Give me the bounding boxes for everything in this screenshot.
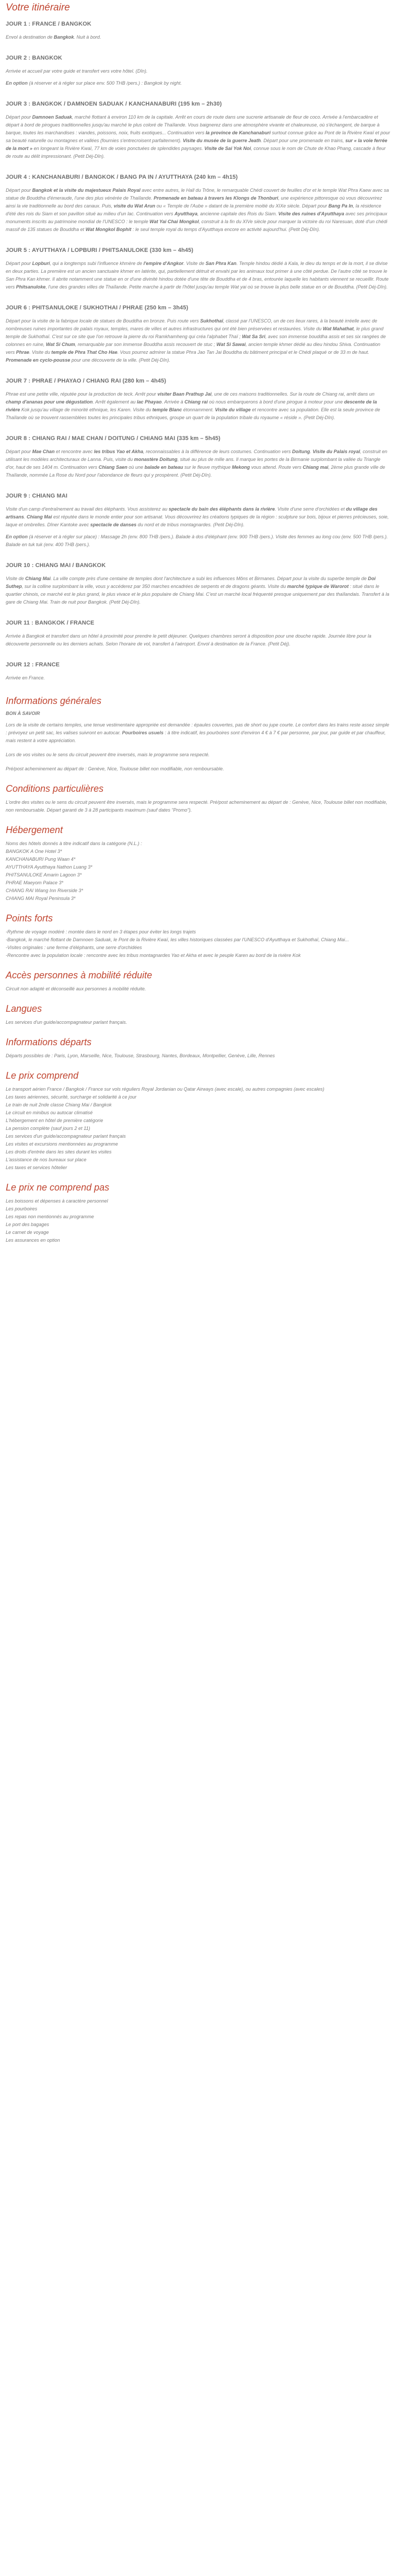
paragraph: Lors de la visite de certains temples, une tenue vestimentaire appropriée est demandée : épaules couvertes, pas de short ou jupe courte. Le confort dans les trains reste assez simple : prévoyez un petit sac, les valises suivront en autocar. Pourboires usuels : à titre indicatif, les pourboires sont d'environ 4 € à 7 € par personne, par jour, par guide et par chauffeur, mais restent à votre appréciation. xyxy=(6,722,389,743)
day-block xyxy=(6,101,390,160)
list-item: AYUTTHAYA Ayutthaya Nathon Luang 3* xyxy=(6,864,92,870)
day-block xyxy=(6,305,390,364)
day-title: JOUR 5 : AYUTTHAYA / LOPBURI / PHITSANULOKE (330 km – 4h45) xyxy=(6,247,194,253)
list-item: -Visites originales : une ferme d'éléphants, une serre d'orchidées xyxy=(6,945,142,950)
price-includes-title: Le prix comprend xyxy=(6,1070,79,1081)
day-title: JOUR 12 : FRANCE xyxy=(6,662,60,668)
list-item: -Rythme de voyage modéré : montée dans le nord en 3 étapes pour éviter les longs trajets xyxy=(6,929,196,934)
day-title: JOUR 3 : BANGKOK / DAMNOEN SADUAK / KANCHANABURI (195 km – 2h30) xyxy=(6,101,222,107)
list-item: L'assistance de nos bureaux sur place xyxy=(6,1157,87,1162)
list-item: KANCHANABURI Pung Waan 4* xyxy=(6,857,76,862)
mobility-text: Circuit non adapté et déconseillé aux personnes à mobilité réduite. xyxy=(6,986,146,991)
hotels-title: Hébergement xyxy=(6,825,63,835)
day-title: JOUR 11 : BANGKOK / FRANCE xyxy=(6,620,95,626)
day-block xyxy=(6,378,390,422)
day-title: JOUR 8 : CHIANG RAI / MAE CHAN / DOITUNG / CHIANG MAI (335 km – 5h45) xyxy=(6,435,220,442)
day-block xyxy=(6,21,390,41)
list-item: L'hébergement en hôtel de première catégorie xyxy=(6,1118,103,1123)
departures-text: Départs possibles de : Paris, Lyon, Marseille, Nice, Toulouse, Strasbourg, Nantes, Bordeaux, Montpellier, Genève, Lille, Rennes xyxy=(6,1053,275,1058)
day-option: En option (à réserver et à régler sur place) : Massage 2h (env. 800 THB /pers.). Balade à dos d'éléphant (env. 900 THB /pers.). Visite des femmes au long cou (env. 500 THB /pers.). Balade en tuk tuk (env. 400 THB /pers.). xyxy=(6,534,388,547)
info-subtitle: BON À SAVOIR xyxy=(6,711,40,716)
paragraph: L'ordre des visites ou le sens du circuit peuvent être inversés, mais le programme sera respecté. Pré/post acheminement au départ de : Genève, Nice, Toulouse billet non modifiable, non remboursable. Départ garanti de 3 à 28 participants maximum (sauf dates "Promo"). xyxy=(6,800,388,813)
list-item: Les repas non mentionnés au programme xyxy=(6,1214,94,1219)
day-block xyxy=(6,493,390,549)
itinerary-days xyxy=(6,21,390,682)
list-item: Les droits d'entrée dans les sites durant les visites xyxy=(6,1149,112,1154)
conditions-paragraphs xyxy=(6,799,390,814)
list-item: Les taxes et services hôtelier xyxy=(6,1165,67,1170)
day-block xyxy=(6,562,390,606)
day-description: Arrivée et accueil par votre guide et transfert vers votre hôtel. (Dîn). xyxy=(6,68,148,74)
day-block xyxy=(6,620,390,648)
list-item: Le train de nuit 2nde classe Chiang Mai / Bangkok xyxy=(6,1102,112,1107)
departures-title: Informations départs xyxy=(6,1037,92,1047)
day-title: JOUR 10 : CHIANG MAI / BANGKOK xyxy=(6,562,106,569)
page-title: Votre itinéraire xyxy=(6,2,70,13)
day-description: Départ pour Lopburi, qui a longtemps subi l'influence khmère de l'empire d'Angkor. Visite de San Phra Kan. Temple hindou dédié à Kala, le dieu du temps et de la mort, il se divise en deux parties. La première est un ancien sanctuaire khmer en latérite, qui, partiellement détruit et envahi par les animaux tout primer à une côté perdue. De l'autre côté se trouve le San Phra Kan khmer. Il abrite notamment une statue en or d'une divinité hindou dotée d'une tête de Bouddha et de 4 bras, entourée laquelle les habitants viennent se recueillir. Route vers Phitsanuloke, l'une des grandes villes de Thaïlande. Petite marche à partir de l'hôtel jusqu'au temple Wat yai où se trouve la plus belle statue en or de Bouddha. (Petit Déj-Dîn). xyxy=(6,261,389,290)
day-description: Arrivée en France. xyxy=(6,675,45,680)
paragraph: Lors de vos visites ou le sens du circuit peuvent être inversés, mais le programme sera respecté. xyxy=(6,752,210,757)
day-description: Départ pour Damnoen Saduak, marché flottant à environ 110 km de la capitale. Arrêt en cours de route dans une sucrerie artisanale de fleur de coco. Arrivée à l'embarcadère et départ à bord de pirogues traditionnelles jusqu'au marché le plus coloré de Thaïlande. Vous baignerez dans une atmosphère vivante et chaleureuse, où s'échangent, de barque à barque, toutes les marchandises : viandes, poissons, noix, fruits exotiques... Continuation vers la province de Kanchanaburi surtout connue grâce au Pont de la Rivière Kwaï et pour sa beauté naturelle ou montagnes et vallées (fournies s'entrecroisent parfaitement). Visite du musée de la guerre Jeath. Départ pour une promenade en trains, sur « la voie ferrée de la mort » en longeant la Rivière Kwaï, 77 km de voies ponctuées de splendides paysages. Visite de Sai Yok Noi, connue sous le nom de Chute de Khao Phang, cascade à fleur de route au délit impressionant. (Petit Déj-Dîn). xyxy=(6,114,390,159)
day-block xyxy=(6,55,390,87)
day-title: JOUR 2 : BANGKOK xyxy=(6,55,62,61)
day-description: Visite de Chiang Mai. La ville compte près d'une centaine de temples dont l'architecture a subi les influences Môns et Birmanes. Départ pour la visite du superbe temple de Doi Suthep, sur la colline surplombant la ville, vous y accéderez par 350 marches encadrées de serpents et de dragons géants. Visite du marché typique de Warorot : situé dans le quartier chinois, ce marché est le plus grand, le plus vivace et le plus populaire de Chiang Mai. C'est un marché local fréquenté presque uniquement par des thaïlandais. Transfert à la gare de Chiang Mai. Train de nuit pour Bangkok. (Petit Déj-Dîn). xyxy=(6,576,390,605)
hotels-intro: Noms des hôtels donnés à titre indicatif dans la catégorie (N.L.) : xyxy=(6,841,142,846)
list-item: Les boissons et dépenses à caractère personnel xyxy=(6,1198,108,1204)
info-paragraphs xyxy=(6,721,390,773)
day-title: JOUR 9 : CHIANG MAI xyxy=(6,493,68,499)
day-block xyxy=(6,174,390,234)
day-description: Arrivée à Bangkok et transfert dans un hôtel à proximité pour prendre le petit déjeuner. Quelques chambres seront à disposition pour une douche rapide. Journée libre pour la découverte personnelle ou les derniers achats. Selon l'horaire de vol, transfert à l'aéroport. Envol à destination de la France. (Petit Déj). xyxy=(6,633,371,646)
day-title: JOUR 6 : PHITSANULOKE / SUKHOTHAI / PHRAE (250 km – 3h45) xyxy=(6,305,189,311)
list-item: Les assurances en option xyxy=(6,1238,60,1243)
list-item: Le transport aérien France / Bangkok / France sur vols réguliers Royal Jordanian ou Qatar Airways (avec escale), ou autres compagnies (avec escales) xyxy=(6,1087,324,1092)
highlights-list xyxy=(6,928,390,960)
day-description: Visite d'un camp d'entraînement au travail des éléphants. Vous assisterez au spectacle du bain des éléphants dans la rivière. Visite d'une serre d'orchidées et du village des artisans. Chiang Mai est réputée dans le monde entier pour son artisanat. Vous découvrirez les créations typiques de la région : sculpture sur bois, bijoux et pierres précieuses, soie, laque et ombrelles. Dîner Kantoke avec spectacle de danses du nord et de tribus montagnardes. (Petit Déj-Dîn). xyxy=(6,506,389,527)
list-item: La pension complète (sauf jours 2 et 11) xyxy=(6,1126,90,1131)
languages-text: Les services d'un guide/accompagnateur parlant français. xyxy=(6,1020,127,1025)
list-item: Les services d'un guide/accompagnateur parlant français xyxy=(6,1134,126,1139)
price-excludes-title: Le prix ne comprend pas xyxy=(6,1182,110,1193)
list-item: Les visites et excursions mentionnées au programme xyxy=(6,1141,118,1147)
conditions-title: Conditions particulières xyxy=(6,783,104,794)
day-title: JOUR 1 : FRANCE / BANGKOK xyxy=(6,21,91,27)
list-item: Le port des bagages xyxy=(6,1222,49,1227)
list-item: Le carnet de voyage xyxy=(6,1230,49,1235)
list-item: Les taxes aériennes, sécurité, surcharge et solidarité à ce jour xyxy=(6,1094,137,1100)
hotels-list xyxy=(6,840,390,903)
day-description: Phrae est une petite ville, réputée pour la production de teck. Arrêt pour visiter Baan Prathup Jai, une de ces maisons traditionnelles. Sur la route de Chiang rai, arrêt dans un champ d'ananas pour une dégustation. Arrêt également au lac Phayao. Arrivée à Chiang rai où nous embarquerons à bord d'une pirogue à moteur pour une descente de la rivière Kok jusqu'au village de minorité ethnique, les Karen. Visite du temple Blanc étonnamment. Visite du village et rencontre avec sa population. Elle est la seule province de Thaïlande où se trouvent rassemblées toutes les principales tribus ethniques, groupe un quart de la population tribale du royaume « réside ». (Petit Déj-Dîn). xyxy=(6,391,380,420)
paragraph: Pré/post acheminement au départ de : Genève, Nice, Toulouse billet non modifiable, non remboursable. xyxy=(6,766,224,771)
day-description: Envol à destination de Bangkok. Nuit à bord. xyxy=(6,34,101,40)
day-block xyxy=(6,662,390,682)
list-item: -Rencontre avec la population locale : rencontre avec les tribus montagnardes Yao et Akha et avec le peuple Karen au bord de la rivière Kok xyxy=(6,953,301,958)
list-item: PHITSANULOKE Amarin Lagoon 3* xyxy=(6,872,82,877)
price-excludes-list xyxy=(6,1197,390,1244)
list-item: Les pourboires xyxy=(6,1206,38,1211)
day-description: Départ pour Bangkok et la visite du majestueux Palais Royal avec entre autres, le Hall du Trône, le remarquable Chédi couvert de feuilles d'or et le temple Wat Phra Kaew avec sa statue de Bouddha d'émeraude, l'une des plus vénérée de Thaïlande. Promenade en bateau à travers les Klongs de Thonburi, une expérience pittoresque où vous découvrirez ainsi la vie traditionnelle au bord des canaux. Puis, visite du Wat Arun ou « Temple de l'Aube » datant de la première moitié du XIXe siècle. Départ pour Bang Pa In, la résidence d'été des rois du Siam et son pavillon situé au milieu d'un lac. Continuation vers Ayutthaya, ancienne capitale des Rois du Siam. Visite des ruines d'Ayutthaya avec ses principaux monuments inscrits au patrimoine mondial de l'UNESCO : le temple Wat Yai Chai Mongkol, construit à la fin du XIVe siècle pour marquer la victoire du roi Naresuan, doté d'un chédi massif de 135 statues de Bouddha et Wat Mongkol Bophit : le seul temple royal du temps d'Ayutthaya encore en activité aujourd'hui. (Petit Déj-Dîn). xyxy=(6,188,389,232)
list-item: Le circuit en minibus ou autocar climatisé xyxy=(6,1110,93,1115)
day-title: JOUR 4 : KANCHANABURI / BANGKOK / BANG PA IN / AYUTTHAYA (240 km – 4h15) xyxy=(6,174,238,180)
day-block xyxy=(6,435,390,479)
day-option: En option (à réserver et à régler sur place env. 500 THB /pers.) : Bangkok by night. xyxy=(6,80,182,86)
list-item: CHIANG RAI Wiang Inn Riverside 3* xyxy=(6,888,83,893)
list-item: PHRAE Maeyom Palace 3* xyxy=(6,880,64,885)
list-item: -Bangkok, le marché flottant de Damnoen Saduak, le Pont de la Rivière Kwaï, les villes historiques classées par l'UNESCO d'Ayutthaya et Sukhothaï, Chiang Mai... xyxy=(6,937,349,942)
day-description: Départ pour Mae Chan et rencontre avec les tribus Yao et Akha, reconnaissables à la différence de leurs costumes. Continuation vers Doitung. Visite du Palais royal, construit en utilisant les modèles architecturaux de Lanna. Puis, visite du monastère Doitung, situé au plus de mille ans. Il marque les portes de la Birmanie surplombant la vallée du Triangle d'or, haut de ses 1404 m. Continuation vers Chiang Saen où une balade en bateau sur le fleuve mythique Mekong vous attend. Route vers Chiang mai, 2ème plus grande ville de Thaïlande, nommée La Rose du Nord pour l'abondance de fleurs qui y prospèrent. (Petit Déj-Dîn). xyxy=(6,449,388,478)
mobility-title: Accès personnes à mobilité réduite xyxy=(6,970,153,980)
page xyxy=(0,2,396,1254)
day-block xyxy=(6,247,390,291)
list-item: CHIANG MAI Royal Peninsula 3* xyxy=(6,896,76,901)
list-item: BANGKOK A One Hotel 3* xyxy=(6,849,62,854)
day-description: Départ pour la visite de la fabrique locale de statues de Bouddha en bronze. Puis route vers Sukhothaï, classé par l'UNESCO, un de ces lieux rares, à la beauté irréelle avec de nombreuses ruines importantes de palais royaux, temples, mares de villes et autres infrastructures qui ont été bien préservées et restaurées. Visite du Wat Mahathat, le plus grand temple de Sukhothaï. C'est sur ce site que l'on retrouve la pierre du roi Ramkhamheng qui créa l'alphabet Thaï ; Wat Sa Sri, avec son immense bouddha assis et ses six rangées de colonnes en ruine, Wat Si Chum, remarquable par son immense Bouddha assis recouvert de stuc ; Wat Si Sawai, ancien temple khmer dédié au dieu hindou Shiva. Continuation vers Phrae. Visite du temple de Phra That Cho Hae. Vous pourrez admirer la statue Phra Jao Tan Jai Bouddha du bâtiment principal et le Chédi plaqué or de 33 m de haut. Promenade en cyclo-pousse pour une découverte de la ville. (Petit Déj-Dîn). xyxy=(6,318,386,363)
languages-title: Langues xyxy=(6,1003,42,1014)
day-title: JOUR 7 : PHRAE / PHAYAO / CHIANG RAI (280 km – 4h45) xyxy=(6,378,166,384)
info-title: Informations générales xyxy=(6,696,102,706)
highlights-title: Points forts xyxy=(6,913,53,923)
price-includes-list xyxy=(6,1085,390,1172)
